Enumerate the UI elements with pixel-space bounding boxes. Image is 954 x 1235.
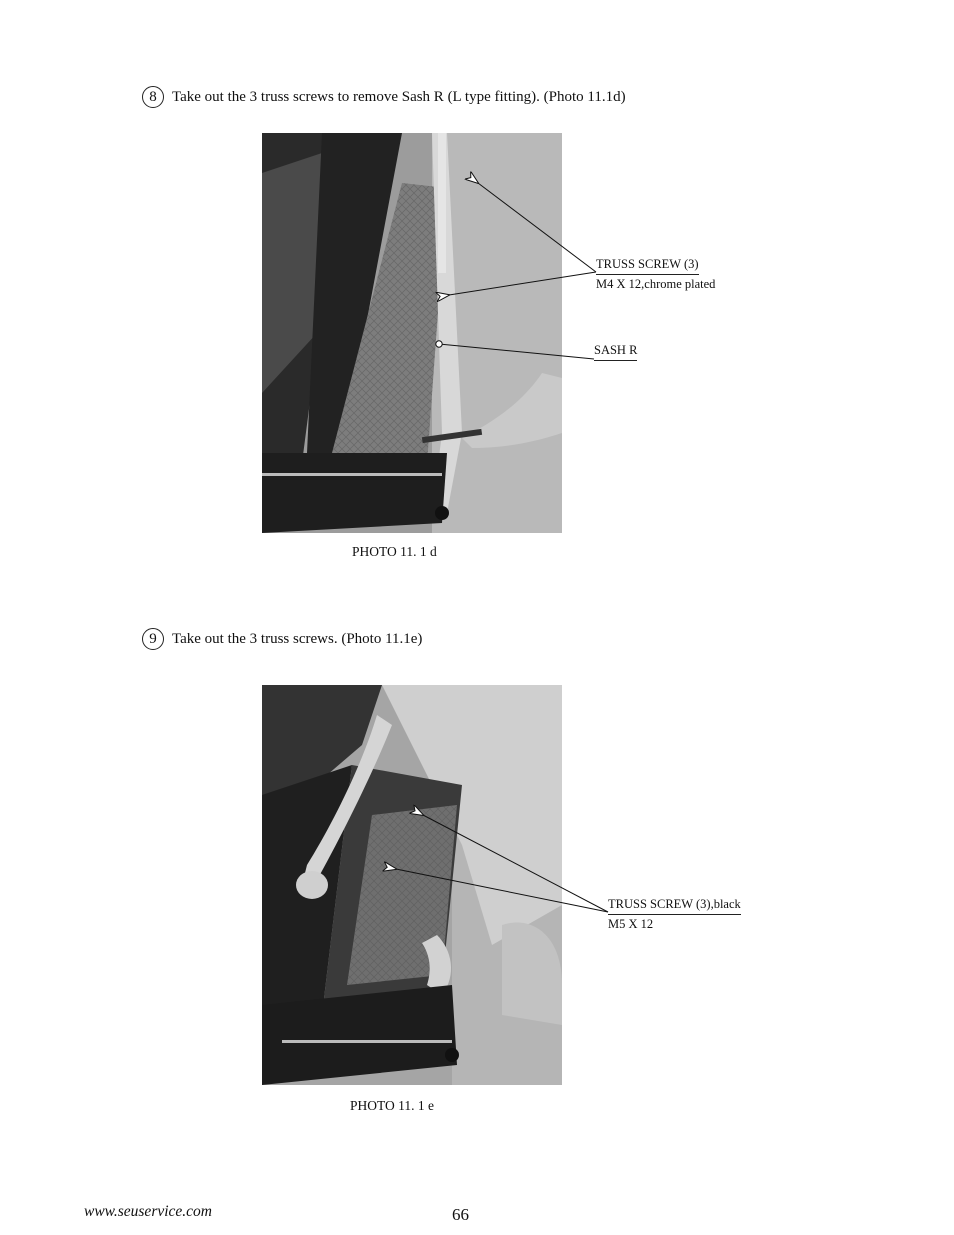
footer-url: www.seuservice.com xyxy=(84,1203,212,1220)
photo-11-1e xyxy=(262,685,562,1085)
callout-truss-screw-e xyxy=(608,895,741,934)
callout-truss-screw-d-line2: M4 X 12,chrome plated xyxy=(596,277,716,291)
photo-11-1d xyxy=(262,133,562,533)
photo-caption-d: PHOTO 11. 1 d xyxy=(352,544,437,559)
step-9 xyxy=(142,628,422,650)
step-8 xyxy=(142,86,626,108)
callout-truss-screw-e-line1: TRUSS SCREW (3),black xyxy=(608,895,741,915)
photo-11-1e-illustration xyxy=(262,685,562,1085)
callout-sash-r-label: SASH R xyxy=(594,341,637,361)
page-number: 66 xyxy=(452,1205,469,1224)
callout-sash-r xyxy=(594,341,637,361)
photo-caption-e: PHOTO 11. 1 e xyxy=(350,1098,434,1113)
callout-truss-screw-d xyxy=(596,255,715,294)
callout-truss-screw-e-line2: M5 X 12 xyxy=(608,917,654,931)
photo-11-1d-illustration xyxy=(262,133,562,533)
step-8-text: Take out the 3 truss screws to remove Sash R (L type fitting). (Photo 11.1d) xyxy=(172,88,626,105)
step-number-badge: 9 xyxy=(142,628,164,650)
step-number-badge: 8 xyxy=(142,86,164,108)
step-9-text: Take out the 3 truss screws. (Photo 11.1e) xyxy=(172,630,423,647)
callout-truss-screw-d-line1: TRUSS SCREW (3) xyxy=(596,255,699,275)
